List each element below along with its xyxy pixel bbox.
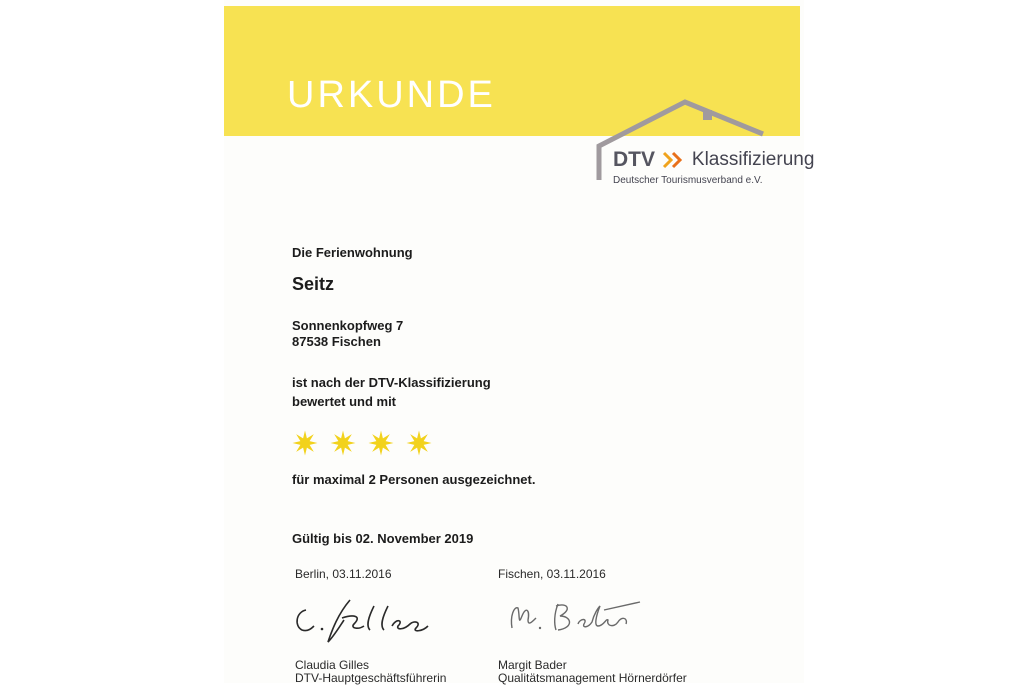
double-chevron-icon	[662, 151, 684, 169]
capacity-text: für maximal 2 Personen ausgezeichnet.	[292, 472, 536, 487]
signatory-2-place-date: Fischen, 03.11.2016	[498, 567, 606, 581]
signatory-1-role: DTV-Hauptgeschäftsführerin	[295, 671, 447, 685]
star-icon	[292, 430, 318, 456]
signatory-1-name: Claudia Gilles	[295, 658, 370, 672]
dtv-logo	[613, 148, 814, 176]
rating-text-1: ist nach der DTV-Klassifizierung	[292, 375, 491, 390]
accommodation-name: Seitz	[292, 274, 335, 294]
star-icon	[406, 430, 432, 456]
signatory-2-name: Margit Bader	[498, 658, 567, 672]
rating-text-2: bewertet und mit	[292, 394, 397, 409]
intro-text: Die Ferienwohnung	[292, 245, 413, 260]
logo-name: Klassifizierung	[691, 149, 815, 170]
signature-2	[504, 596, 654, 642]
star-icon	[368, 430, 394, 456]
signatory-1-place-date: Berlin, 03.11.2016	[295, 567, 392, 581]
certificate-title: URKUNDE	[287, 74, 496, 116]
logo-subtitle: Deutscher Tourismusverband e.V.	[613, 175, 763, 186]
star-icon	[330, 430, 356, 456]
address-city: 87538 Fischen	[292, 334, 381, 349]
address-street: Sonnenkopfweg 7	[292, 318, 404, 333]
signatory-2-role: Qualitätsmanagement Hörnerdörfer	[498, 671, 687, 685]
signature-1	[292, 596, 442, 648]
star-rating	[292, 430, 432, 456]
validity-text: Gültig bis 02. November 2019	[292, 531, 474, 546]
logo-brand: DTV	[613, 148, 655, 171]
